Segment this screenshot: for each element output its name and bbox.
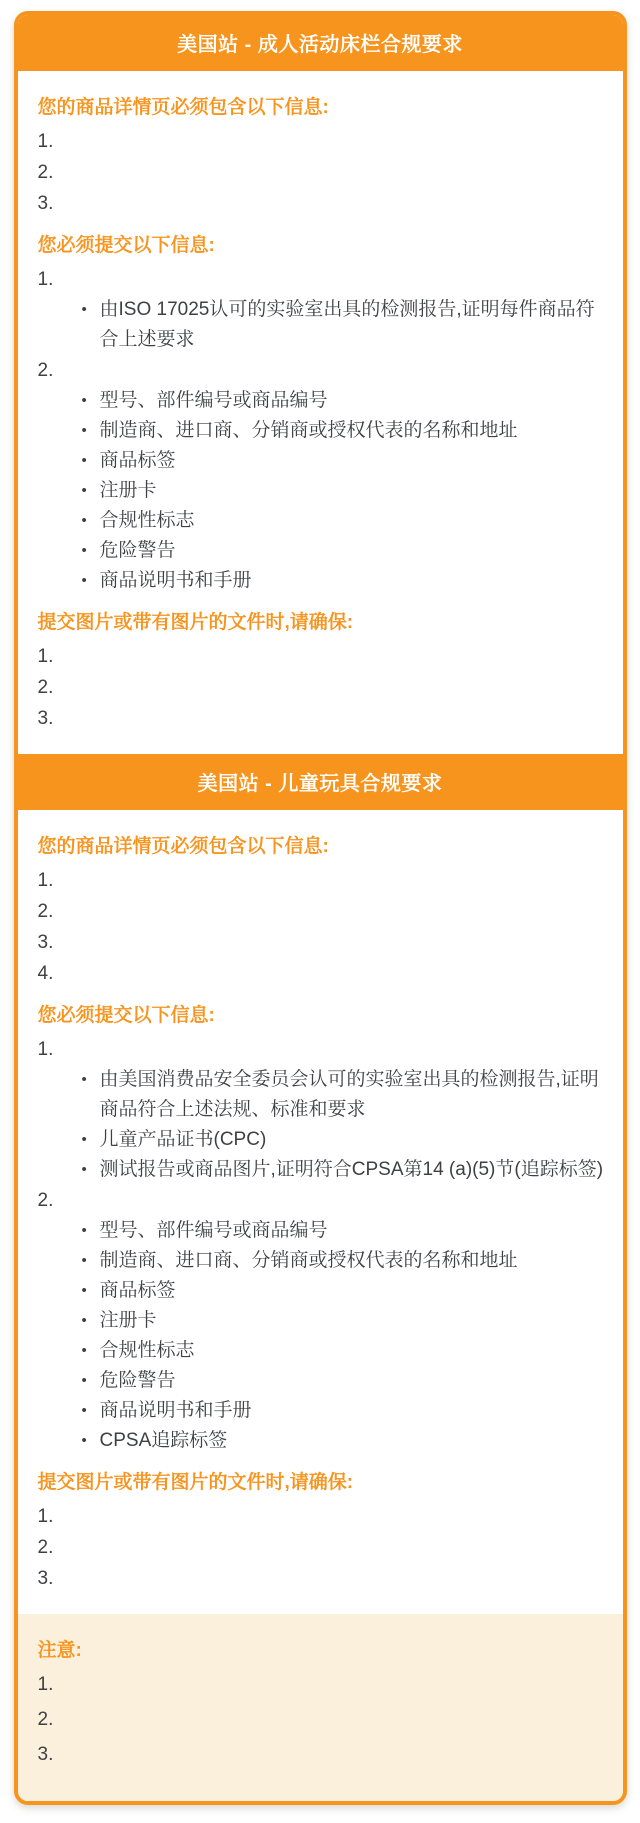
numbered-item-wrap — [38, 1186, 611, 1456]
item-number: 3. — [37, 1568, 54, 1589]
bullet-item — [38, 566, 611, 596]
bullet-dot-icon: • — [81, 1342, 87, 1359]
bullet-text: 由ISO 17025认可的实验室出具的检测报告,证明每件商品符合上述要求 — [99, 299, 595, 350]
bullet-dot-icon: • — [81, 301, 87, 318]
bullet-dot-icon: • — [81, 1071, 87, 1088]
numbered-item-wrap — [38, 673, 611, 703]
card-title-band: 美国站 - 成人活动床栏合规要求 — [18, 15, 623, 71]
bullet-item — [38, 536, 611, 566]
bullet-item — [38, 1125, 611, 1155]
bullet-item — [38, 295, 611, 355]
item-number: 1. — [37, 1506, 54, 1527]
numbered-item-wrap — [38, 189, 611, 219]
bullet-text: 商品说明书和手册 — [99, 1400, 252, 1421]
bullet-text: CPSA追踪标签 — [99, 1430, 228, 1451]
numbered-item — [38, 1533, 611, 1563]
numbered-list — [38, 265, 611, 596]
bullet-dot-icon: • — [81, 422, 87, 439]
numbered-item — [38, 1670, 611, 1700]
compliance-card — [18, 754, 623, 1614]
numbered-item-wrap — [38, 1705, 611, 1735]
item-number: 2. — [37, 360, 54, 381]
bullet-item — [38, 386, 611, 416]
bullet-item — [38, 446, 611, 476]
note-list — [38, 1670, 611, 1770]
bullet-dot-icon: • — [81, 512, 87, 529]
numbered-item-wrap — [38, 959, 611, 989]
bullet-text: 注册卡 — [99, 480, 157, 501]
bullet-dot-icon: • — [81, 392, 87, 409]
item-number: 3. — [37, 193, 54, 214]
item-number: 1. — [37, 646, 54, 667]
bullet-dot-icon: • — [81, 1161, 87, 1178]
item-number: 1. — [37, 1039, 54, 1060]
bullet-dot-icon: • — [81, 1252, 87, 1269]
bullet-item — [38, 506, 611, 536]
numbered-item — [38, 1564, 611, 1594]
numbered-list — [38, 127, 611, 219]
numbered-item — [38, 356, 611, 386]
bullet-item — [38, 1216, 611, 1246]
bullet-text: 制造商、进口商、分销商或授权代表的名称和地址 — [99, 420, 518, 441]
item-number: 1. — [37, 1674, 54, 1695]
numbered-list — [38, 1502, 611, 1594]
numbered-item — [38, 127, 611, 157]
bullet-item — [38, 1155, 611, 1185]
numbered-item — [38, 265, 611, 295]
item-number: 1. — [37, 269, 54, 290]
item-number: 3. — [37, 708, 54, 729]
item-number: 1. — [37, 870, 54, 891]
numbered-item — [38, 1035, 611, 1065]
numbered-item-wrap — [38, 1533, 611, 1563]
item-number: 2. — [37, 677, 54, 698]
numbered-item-wrap — [38, 928, 611, 958]
bullet-dot-icon: • — [81, 1222, 87, 1239]
section-heading: 您必须提交以下信息: — [37, 1005, 215, 1026]
bullet-dot-icon: • — [81, 1372, 87, 1389]
bullet-item — [38, 1426, 611, 1456]
bullet-text: 商品标签 — [99, 450, 176, 471]
bullet-item — [38, 416, 611, 446]
numbered-item-wrap — [38, 1564, 611, 1594]
numbered-item-wrap — [38, 1670, 611, 1700]
numbered-item-wrap — [38, 704, 611, 734]
note-section — [18, 1614, 623, 1801]
numbered-item — [38, 928, 611, 958]
bullet-dot-icon: • — [81, 1432, 87, 1449]
bullet-text: 商品说明书和手册 — [99, 570, 252, 591]
numbered-list — [38, 1035, 611, 1456]
bullet-dot-icon: • — [81, 1312, 87, 1329]
bullet-item — [38, 1336, 611, 1366]
bullet-item — [38, 476, 611, 506]
card-body — [18, 71, 623, 754]
section-heading: 提交图片或带有图片的文件时,请确保: — [37, 1472, 354, 1493]
bullet-text: 制造商、进口商、分销商或授权代表的名称和地址 — [99, 1250, 518, 1271]
card-title-band: 美国站 - 儿童玩具合规要求 — [18, 754, 623, 810]
bullet-item — [38, 1276, 611, 1306]
bullet-text: 型号、部件编号或商品编号 — [99, 390, 328, 411]
bullet-text: 由美国消费品安全委员会认可的实验室出具的检测报告,证明商品符合上述法规、标准和要求 — [99, 1069, 599, 1120]
item-number: 2. — [37, 162, 54, 183]
numbered-list — [38, 642, 611, 734]
bullet-dot-icon: • — [81, 1282, 87, 1299]
numbered-item-wrap — [38, 158, 611, 188]
bullet-item — [38, 1065, 611, 1125]
numbered-item-wrap — [38, 127, 611, 157]
numbered-item-wrap — [38, 1035, 611, 1185]
numbered-item — [38, 189, 611, 219]
bullet-text: 合规性标志 — [99, 510, 195, 531]
bullet-dot-icon: • — [81, 1402, 87, 1419]
bullet-text: 危险警告 — [99, 1370, 176, 1391]
item-number: 3. — [37, 932, 54, 953]
section-heading: 您必须提交以下信息: — [37, 235, 215, 256]
bullet-text: 型号、部件编号或商品编号 — [99, 1220, 328, 1241]
bullet-dot-icon: • — [81, 452, 87, 469]
numbered-item — [38, 1186, 611, 1216]
numbered-item — [38, 1705, 611, 1735]
item-number: 2. — [37, 1537, 54, 1558]
numbered-item — [38, 158, 611, 188]
compliance-card — [18, 15, 623, 754]
numbered-item — [38, 897, 611, 927]
numbered-item — [38, 642, 611, 672]
item-number: 2. — [37, 1709, 54, 1730]
numbered-item-wrap — [38, 265, 611, 355]
numbered-item-wrap — [38, 1502, 611, 1532]
note-title: 注意: — [37, 1640, 82, 1661]
bullet-dot-icon: • — [81, 1131, 87, 1148]
bullet-text: 合规性标志 — [99, 1340, 195, 1361]
numbered-item — [38, 866, 611, 896]
bullet-text: 儿童产品证书(CPC) — [99, 1129, 267, 1150]
compliance-poster — [14, 11, 627, 1805]
numbered-item — [38, 704, 611, 734]
item-number: 2. — [37, 901, 54, 922]
section-heading: 您的商品详情页必须包含以下信息: — [37, 836, 329, 857]
item-number: 2. — [37, 1190, 54, 1211]
numbered-item — [38, 959, 611, 989]
bullet-dot-icon: • — [81, 482, 87, 499]
numbered-item-wrap — [38, 1740, 611, 1770]
bullet-item — [38, 1246, 611, 1276]
numbered-list — [38, 866, 611, 989]
numbered-item — [38, 673, 611, 703]
card-body — [18, 810, 623, 1614]
item-number: 3. — [37, 1744, 54, 1765]
bullet-item — [38, 1396, 611, 1426]
bullet-item — [38, 1306, 611, 1336]
compliance-cards — [18, 15, 623, 1614]
numbered-item-wrap — [38, 356, 611, 596]
numbered-item-wrap — [38, 866, 611, 896]
bullet-text: 注册卡 — [99, 1310, 157, 1331]
numbered-item — [38, 1740, 611, 1770]
bullet-text: 危险警告 — [99, 540, 176, 561]
item-number: 4. — [37, 963, 54, 984]
section-heading: 您的商品详情页必须包含以下信息: — [37, 97, 329, 118]
bullet-text: 测试报告或商品图片,证明符合CPSA第14 (a)(5)节(追踪标签) — [99, 1159, 604, 1180]
bullet-dot-icon: • — [81, 572, 87, 589]
numbered-item-wrap — [38, 897, 611, 927]
bullet-item — [38, 1366, 611, 1396]
section-heading: 提交图片或带有图片的文件时,请确保: — [37, 612, 354, 633]
numbered-item-wrap — [38, 642, 611, 672]
item-number: 1. — [37, 131, 54, 152]
bullet-dot-icon: • — [81, 542, 87, 559]
bullet-text: 商品标签 — [99, 1280, 176, 1301]
numbered-item — [38, 1502, 611, 1532]
